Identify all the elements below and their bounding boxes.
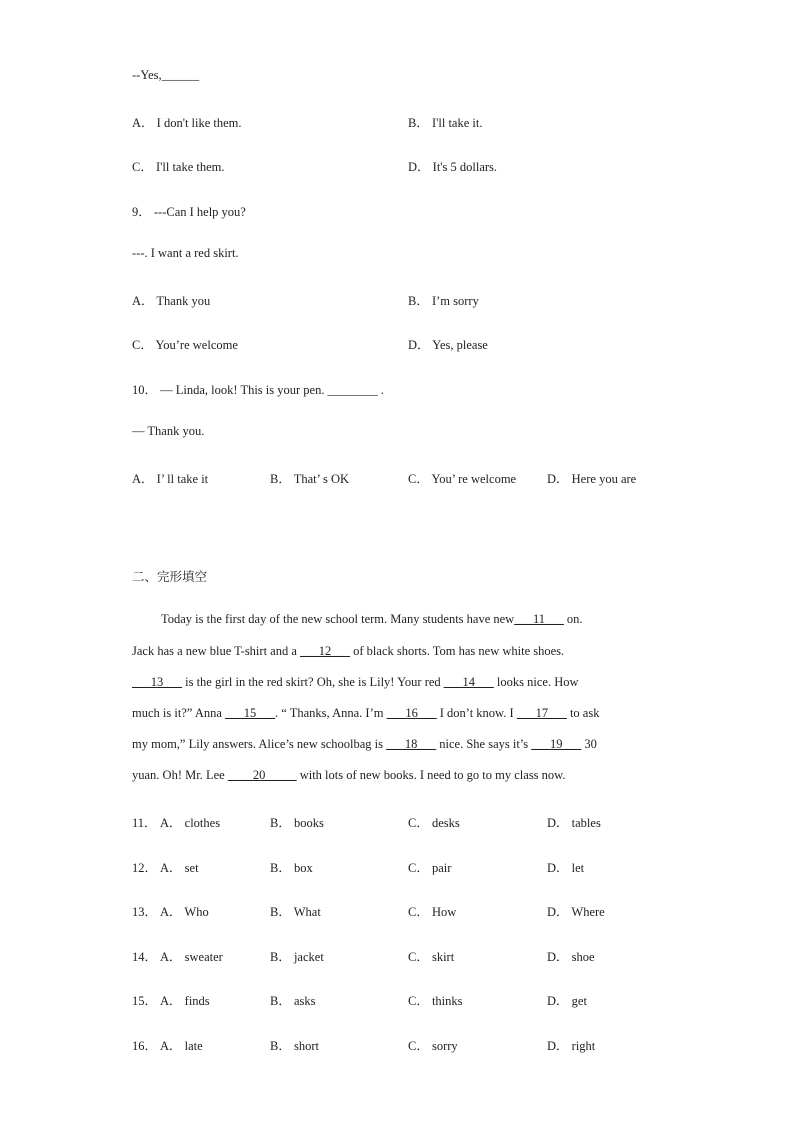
blank-16: ___16___	[386, 706, 437, 720]
passage-text: . “ Thanks, Anna. I’m	[275, 706, 387, 720]
option-d[interactable]: D． tables	[547, 816, 601, 830]
q10-option-b[interactable]: B． That’ s OK	[270, 472, 350, 486]
question-number: 12．	[132, 861, 158, 875]
option-c[interactable]: C． pair	[408, 861, 452, 875]
option-b[interactable]: B． books	[270, 816, 324, 830]
reply-text: --Yes,	[132, 68, 162, 82]
option-d[interactable]: D． right	[547, 1039, 596, 1053]
option-c[interactable]: C． I'll take them.	[132, 160, 225, 174]
q9-option-a[interactable]: A． Thank you	[132, 294, 211, 308]
option-d[interactable]: D． let	[547, 861, 585, 875]
passage-text: is the girl in the red skirt? Oh, she is Lily! Your red	[182, 675, 444, 689]
option-d[interactable]: D． get	[547, 994, 587, 1008]
question-9-stem: 9． ---Can I help you?	[132, 205, 246, 219]
passage-text: to ask	[566, 706, 600, 720]
q9-option-c[interactable]: C． You’re welcome	[132, 338, 238, 352]
passage-line-4	[132, 706, 599, 721]
option-b[interactable]: B． asks	[270, 994, 316, 1008]
option-a[interactable]: A． clothes	[160, 816, 221, 830]
blank-14: ___14___	[443, 675, 494, 689]
passage-text: Today is the first day of the new school term. Many students have new	[161, 612, 515, 626]
question-number: 13．	[132, 905, 158, 919]
q10-stem-text: 10． — Linda, look! This is your pen.	[132, 383, 328, 397]
option-d[interactable]: D． It's 5 dollars.	[408, 160, 498, 174]
passage-line-6	[132, 768, 566, 783]
blank-18: ___18___	[386, 737, 437, 751]
q9-option-b[interactable]: B． I’m sorry	[408, 294, 479, 308]
q10-option-d[interactable]: D． Here you are	[547, 472, 637, 486]
option-c[interactable]: C． desks	[408, 816, 460, 830]
question-number: 15．	[132, 994, 158, 1008]
passage-text: much is it?” Anna	[132, 706, 226, 720]
option-c[interactable]: C． thinks	[408, 994, 463, 1008]
blank-17: ___17___	[516, 706, 567, 720]
passage-text: on.	[563, 612, 583, 626]
blank-15: ___15___	[225, 706, 276, 720]
option-a[interactable]: A． set	[160, 861, 199, 875]
question-10-reply: — Thank you.	[132, 424, 205, 438]
question-reply	[132, 68, 199, 83]
option-b[interactable]: B． jacket	[270, 950, 324, 964]
q10-option-a[interactable]: A． I’ ll take it	[132, 472, 209, 486]
passage-text: of black shorts. Tom has new white shoes.	[350, 644, 565, 658]
q10-stem-end: .	[377, 383, 384, 397]
passage-text: with lots of new books. I need to go to my class now.	[296, 768, 566, 782]
passage-line-3	[132, 675, 579, 690]
question-10-stem	[132, 380, 384, 398]
q10-option-c[interactable]: C． You’ re welcome	[408, 472, 517, 486]
section-title: 二、完形填空	[132, 569, 208, 584]
option-c[interactable]: C． How	[408, 905, 457, 919]
option-a[interactable]: A． Who	[160, 905, 209, 919]
passage-text: Jack has a new blue T-shirt and a	[132, 644, 301, 658]
option-b[interactable]: B． I'll take it.	[408, 116, 483, 130]
blank-20: ____20_____	[227, 768, 297, 782]
passage-text: yuan. Oh! Mr. Lee	[132, 768, 228, 782]
option-d[interactable]: D． shoe	[547, 950, 595, 964]
option-a[interactable]: A． I don't like them.	[132, 116, 242, 130]
passage-text: 30	[581, 737, 597, 751]
answer-blank: ______	[161, 68, 200, 82]
passage-text: nice. She says it’s	[436, 737, 532, 751]
passage-text: I don’t know. I	[436, 706, 517, 720]
passage-text: my mom,” Lily answers. Alice’s new schoolbag is	[132, 737, 387, 751]
option-a[interactable]: A． sweater	[160, 950, 223, 964]
option-b[interactable]: B． box	[270, 861, 313, 875]
question-number: 11．	[132, 816, 157, 830]
blank-12: ___12___	[300, 644, 351, 658]
passage-line-1	[161, 612, 583, 627]
blank-19: ___19___	[531, 737, 582, 751]
option-c[interactable]: C． skirt	[408, 950, 455, 964]
passage-line-2	[132, 644, 564, 659]
question-number: 16．	[132, 1039, 158, 1053]
question-number: 14．	[132, 950, 158, 964]
option-a[interactable]: A． late	[160, 1039, 203, 1053]
option-b[interactable]: B． What	[270, 905, 321, 919]
q9-option-d[interactable]: D． Yes, please	[408, 338, 488, 352]
blank-13: ___13___	[132, 675, 182, 689]
question-9-reply: ---. I want a red skirt.	[132, 246, 239, 260]
blank-11: ___11___	[514, 612, 564, 626]
option-a[interactable]: A． finds	[160, 994, 210, 1008]
option-d[interactable]: D． Where	[547, 905, 605, 919]
passage-text: looks nice. How	[493, 675, 579, 689]
option-c[interactable]: C． sorry	[408, 1039, 458, 1053]
passage-line-5	[132, 737, 597, 752]
option-b[interactable]: B． short	[270, 1039, 319, 1053]
q10-blank: ________	[327, 383, 378, 397]
